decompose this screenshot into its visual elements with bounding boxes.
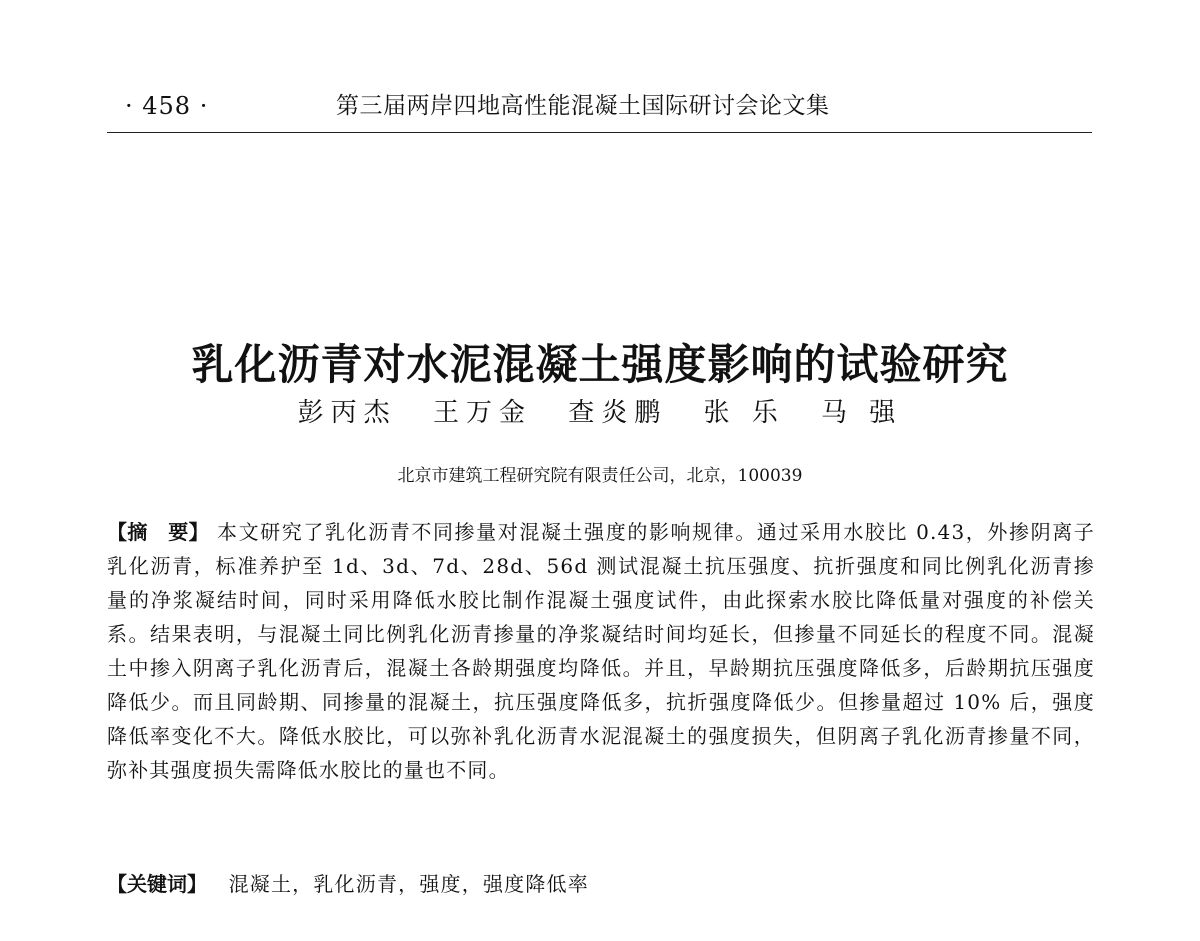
keywords-text: 混凝土，乳化沥青，强度，强度降低率	[228, 872, 589, 896]
author-name: 马 强	[821, 398, 903, 428]
abstract-label: 【摘 要】	[107, 520, 209, 544]
author-list	[0, 395, 1200, 431]
journal-title: 第三届两岸四地高性能混凝土国际研讨会论文集	[336, 93, 830, 119]
abstract-section	[107, 515, 1095, 787]
paper-title: 乳化沥青对水泥混凝土强度影响的试验研究	[191, 340, 1009, 390]
author-name: 张 乐	[703, 398, 785, 428]
author-name: 查炎鹏	[568, 398, 668, 428]
author-name: 彭丙杰	[297, 398, 397, 428]
keywords-section	[107, 867, 1095, 901]
author-name: 王万金	[432, 398, 532, 428]
running-header	[107, 92, 1092, 133]
page-number: · 458 ·	[125, 92, 209, 120]
abstract-text: 本文研究了乳化沥青不同掺量对混凝土强度的影响规律。通过采用水胶比 0.43，外掺阴离子乳化沥青，标准养护至 1d、3d、7d、28d、56d 测试混凝土抗压强度、抗折强度和同比例乳化沥青掺量的净浆凝结时间，同时采用降低水胶比制作混凝土强度试件，由此探索水胶比降低量对强度的补偿关系。结果表明，与混凝土同比例乳化沥青掺量的净浆凝结时间均延长，但掺量不同延长的程度不同。混凝土中掺入阴离子乳化沥青后，混凝土各龄期强度均降低。并且，早龄期抗压强度降低多，后龄期抗压强度降低少。而且同龄期、同掺量的混凝土，抗压强度降低多，抗折强度降低少。但掺量超过 10% 后，强度降低率变化不大。降低水胶比，可以弥补乳化沥青水泥混凝土的强度损失，但阴离子乳化沥青掺量不同，弥补其强度损失需降低水胶比的量也不同。	[107, 520, 1096, 782]
author-affiliation: 北京市建筑工程研究院有限责任公司，北京，100039	[397, 466, 803, 486]
keywords-label: 【关键词】	[107, 872, 207, 896]
